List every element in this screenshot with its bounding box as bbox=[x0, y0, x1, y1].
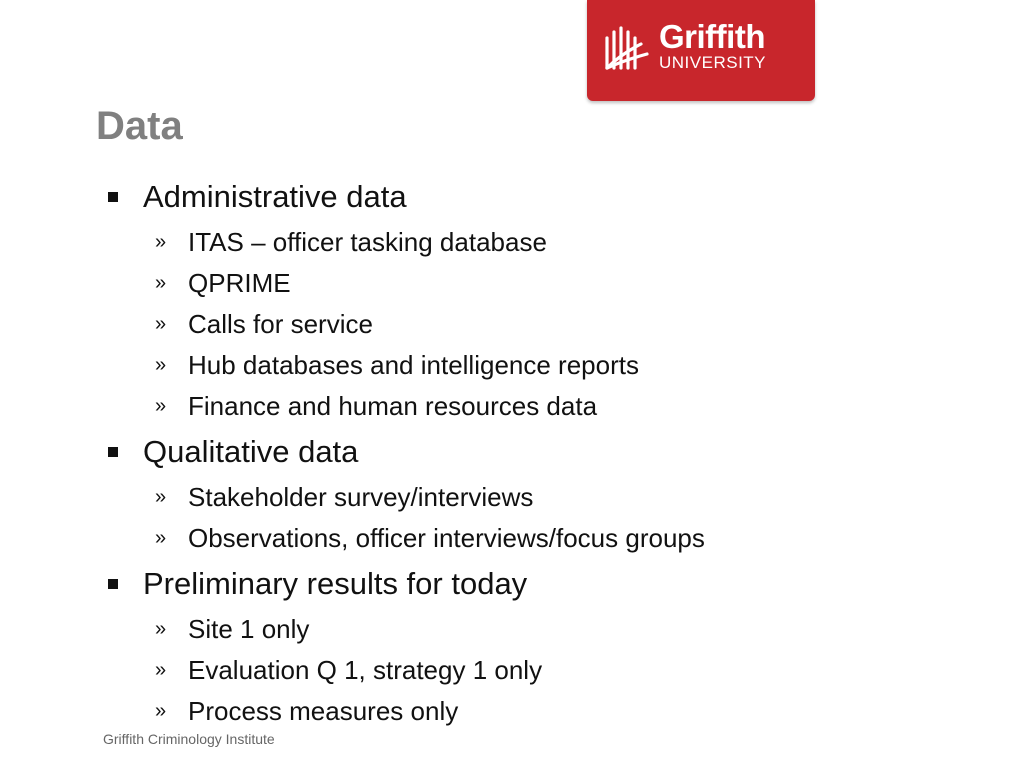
list-item bbox=[0, 650, 1024, 691]
logo-name: Griffith bbox=[659, 18, 765, 55]
list-item-text: Site 1 only bbox=[188, 614, 310, 644]
list-item bbox=[0, 345, 1024, 386]
chevron-bullet: » bbox=[155, 700, 167, 722]
square-bullet-icon bbox=[108, 447, 118, 457]
list-item-text: ITAS – officer tasking database bbox=[188, 227, 547, 257]
bullet-list bbox=[0, 172, 1024, 732]
list-item-text: QPRIME bbox=[188, 268, 291, 298]
section-heading bbox=[0, 172, 1024, 222]
griffith-flame-icon bbox=[603, 24, 653, 74]
slide-title: Data bbox=[96, 104, 183, 148]
list-item-text: Evaluation Q 1, strategy 1 only bbox=[188, 655, 543, 685]
section-heading-text: Administrative data bbox=[143, 179, 407, 214]
section-heading bbox=[0, 559, 1024, 609]
griffith-university-logo bbox=[587, 0, 815, 101]
list-item-text: Stakeholder survey/interviews bbox=[188, 482, 534, 512]
list-item bbox=[0, 691, 1024, 732]
list-item bbox=[0, 263, 1024, 304]
logo-wordmark bbox=[659, 20, 766, 71]
chevron-bullet: » bbox=[155, 354, 167, 376]
square-bullet-icon bbox=[108, 579, 118, 589]
list-item bbox=[0, 386, 1024, 427]
list-item bbox=[0, 222, 1024, 263]
footer-text: Griffith Criminology Institute bbox=[103, 731, 275, 747]
square-bullet-icon bbox=[108, 192, 118, 202]
list-item-text: Finance and human resources data bbox=[188, 391, 598, 421]
list-item bbox=[0, 609, 1024, 650]
logo-subtitle: UNIVERSITY bbox=[659, 53, 767, 72]
chevron-bullet: » bbox=[155, 527, 167, 549]
chevron-bullet: » bbox=[155, 395, 167, 417]
list-item-text: Calls for service bbox=[188, 309, 373, 339]
section-heading-text: Qualitative data bbox=[143, 434, 359, 469]
chevron-bullet: » bbox=[155, 272, 167, 294]
list-item bbox=[0, 518, 1024, 559]
section-heading bbox=[0, 427, 1024, 477]
chevron-bullet: » bbox=[155, 313, 167, 335]
list-item bbox=[0, 304, 1024, 345]
chevron-bullet: » bbox=[155, 231, 167, 253]
chevron-bullet: » bbox=[155, 618, 167, 640]
list-item-text: Observations, officer interviews/focus groups bbox=[188, 523, 705, 553]
list-item-text: Process measures only bbox=[188, 696, 459, 726]
list-item-text: Hub databases and intelligence reports bbox=[188, 350, 639, 380]
chevron-bullet: » bbox=[155, 659, 167, 681]
list-item bbox=[0, 477, 1024, 518]
section-heading-text: Preliminary results for today bbox=[143, 566, 528, 601]
chevron-bullet: » bbox=[155, 486, 167, 508]
